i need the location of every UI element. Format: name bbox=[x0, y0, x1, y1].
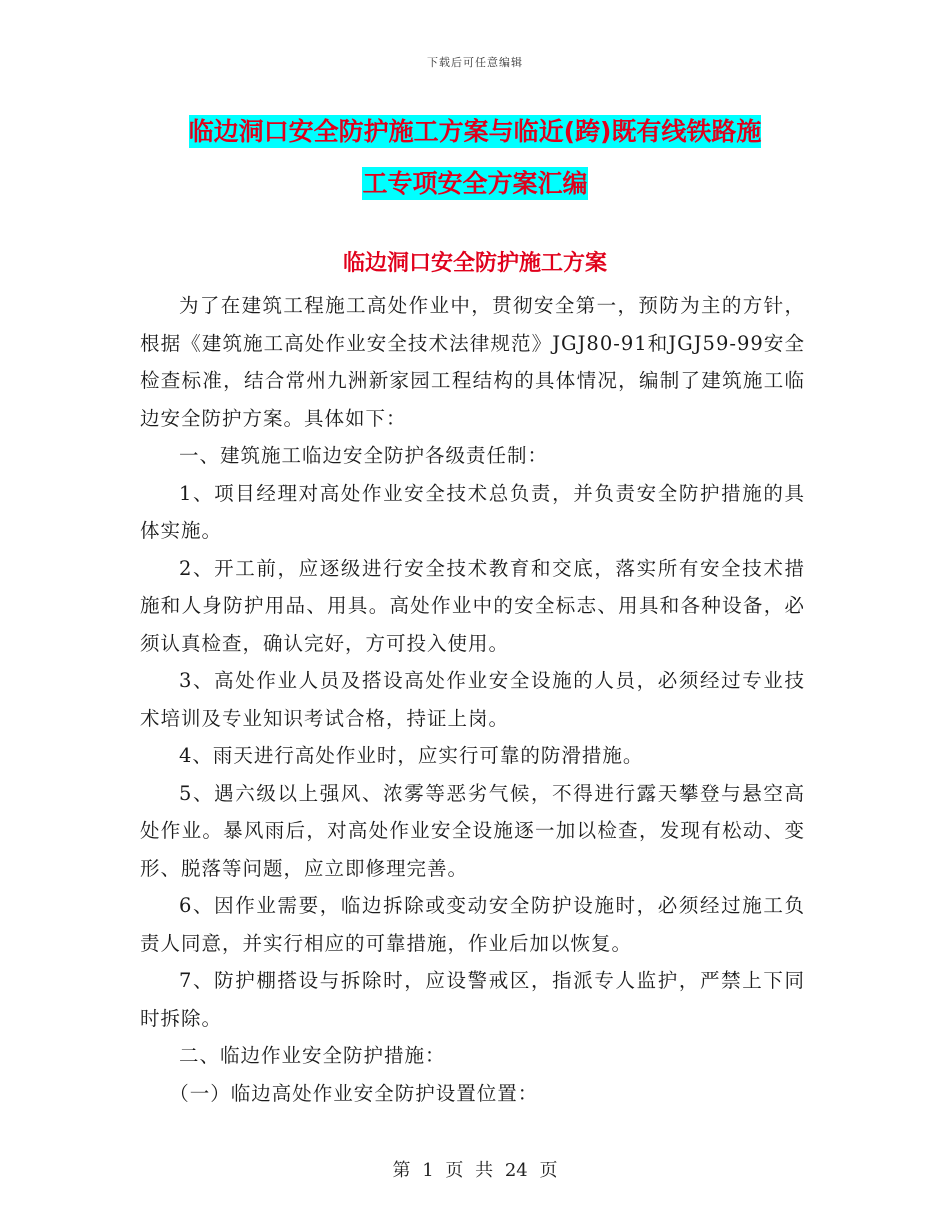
title-line-2: 工专项安全方案汇编 bbox=[362, 169, 588, 198]
page-header-note: 下载后可任意编辑 bbox=[427, 56, 523, 69]
document-body bbox=[140, 287, 805, 1112]
list-item: 4、雨天进行高处作业时，应实行可靠的防滑措施。 bbox=[179, 744, 644, 767]
list-item: 5、遇六级以上强风、浓雾等恶劣气候，不得进行露天攀登与悬空高处作业。暴风雨后，对高处作业安全设施逐一加以检查，发现有松动、变形、脱落等问题，应立即修理完善。 bbox=[140, 781, 805, 880]
subheading-positions: （一）临边高处作业安全防护设置位置： bbox=[169, 1081, 539, 1105]
list-item: 3、高处作业人员及搭设高处作业安全设施的人员，必须经过专业技术培训及专业知识考试合格，持证上岗。 bbox=[140, 669, 805, 730]
section-title: 临边洞口安全防护施工方案 bbox=[342, 251, 607, 276]
heading-responsibility: 一、建筑施工临边安全防护各级责任制： bbox=[179, 444, 549, 467]
list-item: 6、因作业需要，临边拆除或变动安全防护设施时，必须经过施工负责人同意，并实行相应的可靠措施，作业后加以恢复。 bbox=[140, 894, 805, 955]
heading-measures: 二、临边作业安全防护措施： bbox=[179, 1044, 446, 1067]
list-item: 7、防护棚搭设与拆除时，应设警戒区，指派专人监护，严禁上下同时拆除。 bbox=[140, 969, 805, 1030]
list-item: 1、项目经理对高处作业安全技术总负责，并负责安全防护措施的具体实施。 bbox=[140, 481, 805, 542]
title-line-1: 临边洞口安全防护施工方案与临近(跨)既有线铁路施 bbox=[188, 117, 762, 146]
paragraph-intro: 为了在建筑工程施工高处作业中，贯彻安全第一，预防为主的方针，根据《建筑施工高处作业安全技术法律规范》JGJ80-91和JGJ59-99安全检查标准，结合常州九洲新家园工程结构的具体情况，编制了建筑施工临边安全防护方案。具体如下： bbox=[140, 294, 805, 430]
page-footer: 第 1 页 共 24 页 bbox=[392, 1160, 558, 1181]
document-title bbox=[140, 106, 810, 210]
list-item: 2、开工前，应逐级进行安全技术教育和交底，落实所有安全技术措施和人身防护用品、用具。高处作业中的安全标志、用具和各种设备，必须认真检查，确认完好，方可投入使用。 bbox=[140, 556, 805, 655]
